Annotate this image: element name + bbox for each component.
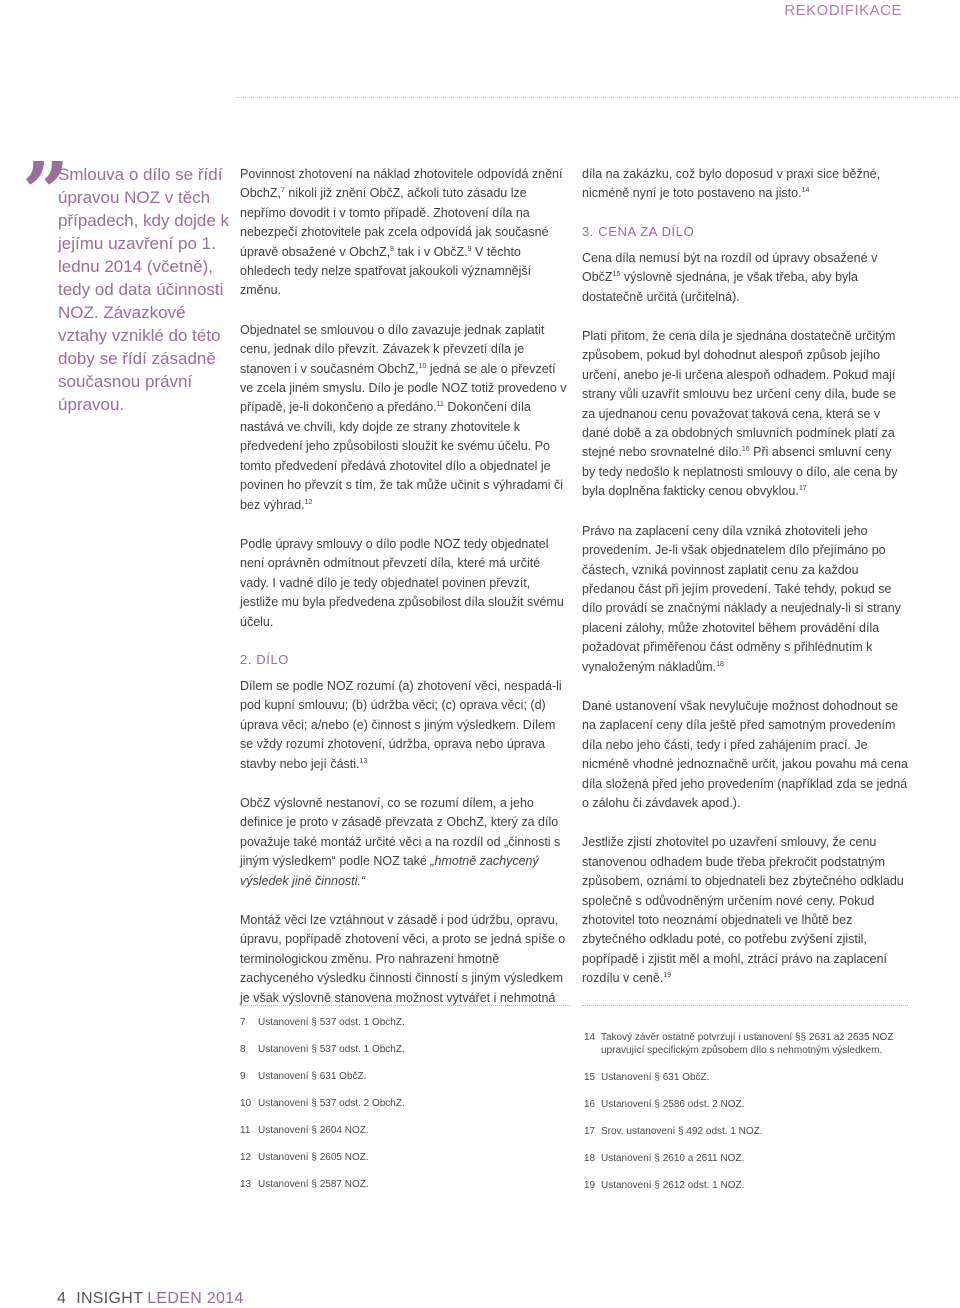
footnotes-middle — [240, 1016, 570, 1205]
page-footer — [57, 1290, 244, 1308]
section-heading: 3. CENA ZA DÍLO — [582, 223, 695, 239]
footnote-ref: 14 — [801, 187, 810, 195]
footnote-ref: 15 — [612, 271, 621, 279]
footnote-ref: 9 — [467, 245, 472, 253]
footnote: 13 Ustanovení § 2587 NOZ. — [240, 1179, 369, 1190]
footnote-ref: 16 — [741, 446, 750, 454]
quote-mark-icon: ” — [22, 145, 70, 241]
footnote-ref: 19 — [663, 972, 672, 980]
footnote-ref: 10 — [418, 362, 427, 370]
footnote: 19 Ustanovení § 2612 odst. 1 NOZ. — [584, 1180, 745, 1191]
footnote-ref: 12 — [304, 498, 313, 506]
paragraph: Cena díla nemusí být na rozdíl od úpravy obsažené v ObčZ$^{15}$ výslovně sjednána, je však třeba, aby byla dostatečně určitá (určitelná). — [582, 250, 878, 304]
paragraph: ObčZ výslovně nestanoví, co se rozumí dílem, a jeho definice je proto v zásadě převzata z ObchZ, který za dílo považuje také montáž určité věci a na rozdíl od „činnosti s jiným výsledkem“ podle NOZ také „hmotně zachycený výsledek jiné činnosti.“ — [240, 795, 561, 888]
paragraph: Dílem se podle NOZ rozumí (a) zhotovení věci, nespadá-li pod kupní smlouvu; (b) údržba věci; (c) oprava věci; (d) úprava věci; a/nebo (e) činnost s jiným výsledkem. Dílem se vždy rozumí zhotovení, údržba, oprava nebo úprava stavby nebo její části.$^{13}$ — [240, 678, 562, 771]
footnote: 17 Srov. ustanovení § 492 odst. 1 NOZ. — [584, 1126, 763, 1137]
paragraph: Jestliže zjistí zhotovitel po uzavření smlouvy, že cenu stanovenou odhadem bude třeba překročit podstatným způsobem, oznámí to objednateli bez zbytečného odkladu společně s odůvodněným určením nové ceny. Pokud zhotovitel toto neoznámí objednateli ve lhůtě bez zbytečného odkladu poté, co potřebu zvýšení zjistil, popřípadě i zjistit měl a mohl, ztrácí právo na zaplacení rozdílu v ceně.$^{19}$ — [582, 835, 904, 986]
footnote-ref: 11 — [436, 401, 444, 409]
footnote-ref: 8 — [390, 245, 394, 253]
footnote-divider — [582, 1005, 908, 1006]
footnote-ref: 18 — [716, 660, 724, 668]
footnote: 12 Ustanovení § 2605 NOZ. — [240, 1152, 369, 1163]
footnote: 7 Ustanovení § 537 odst. 1 ObchZ. — [240, 1017, 405, 1028]
footnote-ref: 17 — [798, 485, 807, 493]
page-number: 4 — [57, 1290, 67, 1307]
footnote: 15 Ustanovení § 631 ObčZ. — [584, 1072, 710, 1083]
magazine-name: INSIGHT — [76, 1290, 144, 1307]
footnote-ref: 13 — [359, 757, 368, 765]
footnote: 16 Ustanovení § 2586 odst. 2 NOZ. — [584, 1099, 745, 1110]
footnote-ref: 7 — [281, 187, 285, 195]
footnote-divider — [240, 1005, 570, 1006]
footnote: 11 Ustanovení § 2604 NOZ. — [240, 1125, 369, 1136]
footnote: 9 Ustanovení § 631 ObčZ. — [240, 1071, 367, 1082]
paragraph: Platí přitom, že cena díla je sjednána dostatečně určitým způsobem, pokud byl dohodnut alespoň způsob jejího určení, anebo je-li určena alespoň odhadem. Pokud mají strany vůli uzavřít smlouvu bez určení ceny díla, bude se za ujednanou cenu považovat taková cena, která se v dané době a za obdobných smluvních podmínek platí za stejné nebo srovnatelné dílo.$^{16}$ Při absenci smluvní ceny by tedy nedošlo k neplatnosti smlouvy o dílo, ale cena by byla doplněna fakticky cenou obvyklou.$^{17}$ — [582, 329, 898, 499]
section-heading: 2. DÍLO — [240, 651, 289, 667]
paragraph: díla na zakázku, což bylo doposud v praxi sice běžné, nicméně nyní je toto postaveno na jisto.$^{14}$ — [582, 167, 881, 201]
column-middle — [240, 165, 570, 1028]
top-divider — [236, 97, 960, 98]
footnote: 18 Ustanovení § 2610 a 2611 NOZ. — [584, 1153, 745, 1164]
paragraph: Povinnost zhotovení na náklad zhotovitele odpovídá znění ObchZ,$^7$ nikoli již znění ObčZ, ačkoli tuto zásadu lze nepřímo dovodit i v tomto případě. Zhotovení díla na nebezpečí zhotovitele pak zcela odpovídá jak současné úpravě obsažené v ObchZ,$^8$ tak i v ObčZ.$^9$ V těchto ohledech tedy nelze spatřovat jakoukoli významnější změnu. — [240, 167, 563, 298]
paragraph: Dané ustanovení však nevylučuje možnost dohodnout se na zaplacení ceny díla ještě před samotným provedením díla nebo jeho části, tedy i před zahájením prací. Je nicméně vhodné jednoznačně určit, jakou povahu má cena díla složená před jeho provedením (například zda se jedná o zálohu či závdavek apod.). — [582, 698, 908, 810]
pull-quote: Smlouva o dílo se řídí úpravou NOZ v těch případech, kdy dojde k jejímu uzavření po 1. lednu 2014 (včetně), tedy od data účinnosti NOZ. Závazkové vztahy vzniklé do této doby se řídí zásadně současnou právní úpravou. — [58, 165, 230, 414]
paragraph: Podle úpravy smlouvy o dílo podle NOZ tedy objednatel není oprávněn odmítnout převzetí díla, které má určité vady. I vadné dílo je tedy objednatel povinen převzít, jestliže mu byla předvedena způsobilost díla sloužit svému účelu. — [240, 536, 564, 629]
paragraph: Objednatel se smlouvou o dílo zavazuje jednak zaplatit cenu, jednak dílo převzít. Závazek k převzetí díla je stanoven i v současném ObchZ,$^{10}$ jedná se ale o převzetí ve zcela jiném smyslu. Dílo je podle NOZ totiž provedeno v případě, je-li dokončeno a předáno.$^{11}$ Dokončení díla nastává ve chvíli, kdy dojde ze strany zhotovitele k předvedení jeho způsobilosti sloužit ke svému účelu. Po tomto předvedení předává zhotovitel dílo a objednatel je povinen ho převzít s tím, že tak může učinit s výhradami či bez výhrad.$^{12}$ — [240, 322, 567, 512]
section-tag: REKODIFIKACE — [784, 2, 902, 19]
column-right — [582, 165, 908, 1009]
paragraph: Právo na zaplacení ceny díla vzniká zhotoviteli jeho provedením. Je-li však objednatelem dílo přejímáno po částech, vzniká povinnost zaplatit cenu za každou předanou část při jejím provedení. Také tehdy, pokud se dílo provádí se značnými náklady a neujednaly-li si strany placení zálohy, může zhotovitel během provádění díla požadovat přiměřenou část odměny s přihlédnutím k vynaloženým nákladům.$^{18}$ — [582, 523, 901, 674]
footnote: 14 Takový závěr ostatně potvrzují i ustanovení §§ 2631 až 2635 NOZ upravující specifickým způsobem dílo s nehmotným výsledkem. — [584, 1032, 894, 1056]
footnotes-right — [584, 1031, 910, 1206]
paragraph: Montáž věci lze vztáhnout v zásadě i pod údržbu, opravu, úpravu, popřípadě zhotovení věci, a proto se jedná spíše o terminologickou změnu. Pro nahrazení hmotně zachyceného výsledku činnosti činností s jiným výsledkem je však výslovně stanovena možnost vytvářet i nehmotná — [240, 913, 566, 1005]
footnote: 8 Ustanovení § 537 odst. 1 ObchZ. — [240, 1044, 405, 1055]
footnote: 10 Ustanovení § 537 odst. 2 ObchZ. — [240, 1098, 405, 1109]
issue-label: LEDEN 2014 — [147, 1290, 244, 1307]
